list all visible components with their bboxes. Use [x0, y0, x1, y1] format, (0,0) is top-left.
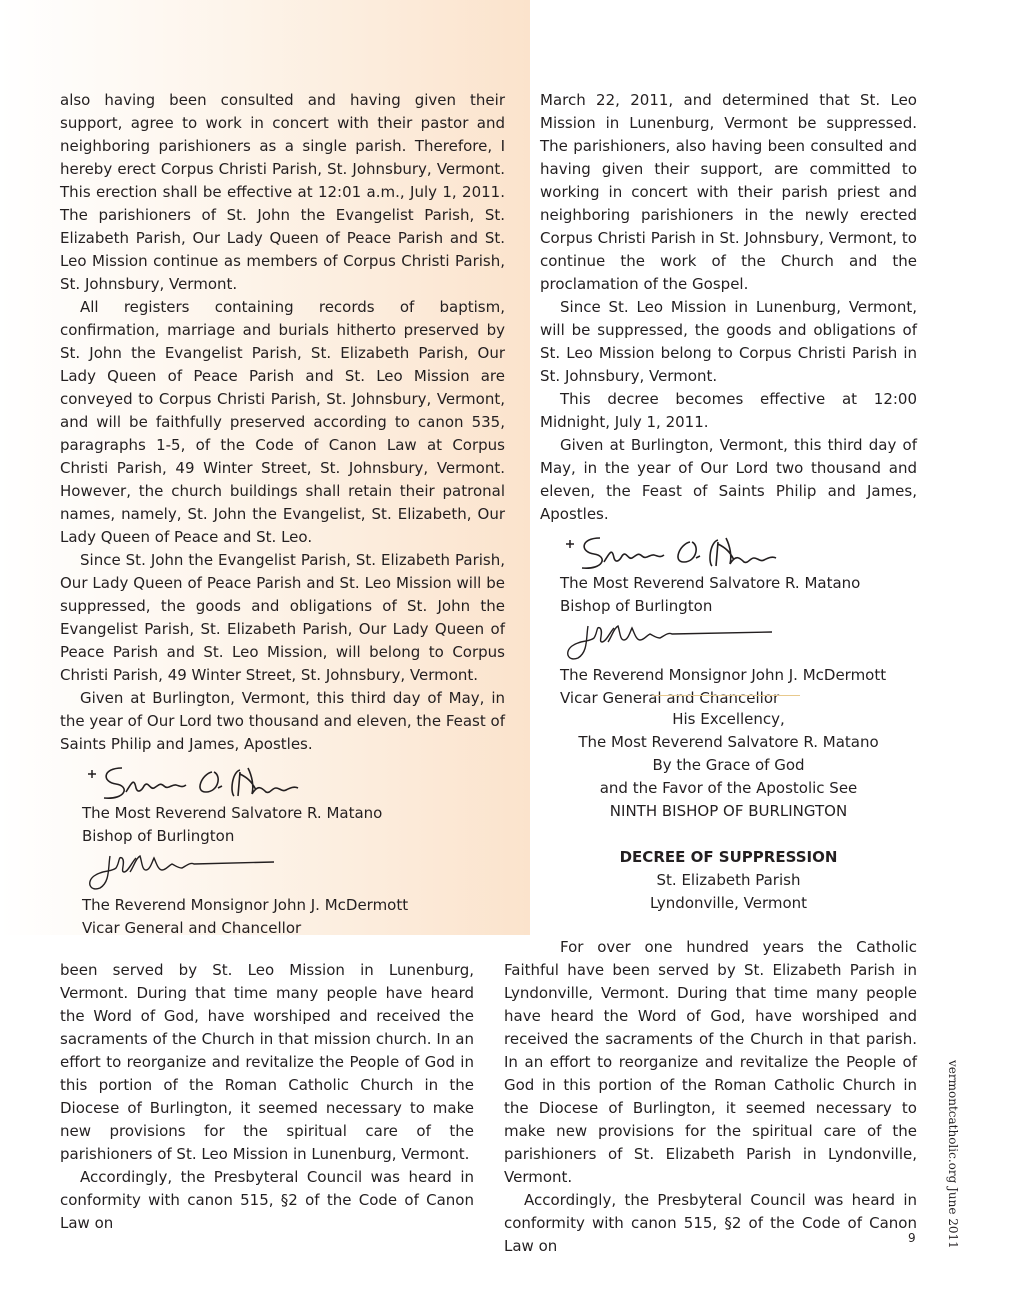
header-line: and the Favor of the Apostolic See	[599, 779, 858, 797]
paragraph: been served by St. Leo Mission in Lunenburg, Vermont. During that time many people have heard the Word of God, have worshiped and received the sacraments of the Church in that mission church. In an effort to reorganize and revitalize the People of God in this portion of the Roman Catholic Church in the Diocese of Burlington, it seemed necessary to make new provisions for the spiritual care of the parishioners of St. Leo Mission in Lunenburg, Vermont.	[60, 961, 474, 1163]
bishop-signature	[82, 762, 342, 802]
header-line: By the Grace of God	[652, 756, 805, 774]
paragraph: All registers containing records of baptism, confirmation, marriage and burials hitherto preserved by St. John the Evangelist Parish, St. Elizabeth Parish, Our Lady Queen of Peace Parish and St. Leo Mission are conveyed to Corpus Christi Parish, St. Johnsbury, Vermont, and will be faithfully preserved according to canon 535, paragraphs 1-5, of the Code of Canon Law at Corpus Christi Parish, 49 Winter Street, St. Johnsbury, Vermont. However, the church buildings shall retain their patronal names, namely, St. John the Evangelist, St. Elizabeth, Our Lady Queen of Peace and St. Leo.	[60, 298, 505, 546]
header-line: His Excellency,	[672, 710, 785, 728]
sidebar-url-date: vermontcatholic.org June 2011	[946, 1060, 960, 1249]
decree-header	[540, 708, 917, 915]
divider-rule	[652, 695, 800, 696]
decree-title: DECREE OF SUPPRESSION	[619, 848, 838, 866]
vicar-title: Vicar General and Chancellor	[560, 689, 780, 707]
bishop-name: The Most Reverend Salvatore R. Matano	[82, 804, 383, 822]
column-b	[540, 89, 917, 710]
bishop-name: The Most Reverend Salvatore R. Matano	[560, 574, 861, 592]
paragraph: March 22, 2011, and determined that St. Leo Mission in Lunenburg, Vermont be suppressed. The parishioners, also having been consulted and having given their support, are committed to working in concert with their parish priest and neighboring parishioners in the newly erected Corpus Christi Parish in St. Johnsbury, Vermont, to continue the work of the Church and the proclamation of the Gospel.	[540, 91, 917, 293]
vicar-name: The Reverend Monsignor John J. McDermott	[82, 896, 409, 914]
bishop-signature	[560, 532, 820, 572]
header-line: NINTH BISHOP OF BURLINGTON	[609, 802, 848, 820]
paragraph: Since St. Leo Mission in Lunenburg, Vermont, will be suppressed, the goods and obligations of St. Leo Mission belong to Corpus Christi Parish in St. Johnsbury, Vermont.	[540, 298, 917, 385]
header-line: The Most Reverend Salvatore R. Matano	[578, 733, 879, 751]
bishop-title: Bishop of Burlington	[82, 827, 235, 845]
signature-block-bishop	[540, 532, 917, 710]
paragraph: also having been consulted and having given their support, agree to work in concert with their pastor and neighboring parishioners as a single parish. Therefore, I hereby erect Corpus Christi Parish, St. Johnsbury, Vermont. This erection shall be effective at 12:01 a.m., July 1, 2011. The parishioners of St. John the Evangelist Parish, St. Elizabeth Parish, Our Lady Queen of Peace Parish and St. Leo Mission continue as members of Corpus Christi Parish, St. Johnsbury, Vermont.	[60, 91, 505, 293]
column-d	[504, 936, 917, 1258]
paragraph: Given at Burlington, Vermont, this third day of May, in the year of Our Lord two thousand and eleven, the Feast of Saints Philip and James, Apostles.	[540, 436, 917, 523]
column-a	[60, 89, 505, 940]
vicar-title: Vicar General and Chancellor	[82, 919, 302, 937]
paragraph: Since St. John the Evangelist Parish, St. Elizabeth Parish, Our Lady Queen of Peace Parish and St. Leo Mission will be suppressed, the goods and obligations of St. John the Evangelist Parish, St. Elizabeth Parish, Our Lady Queen of Peace Parish and St. Leo Mission, will belong to Corpus Christi Parish, 49 Winter Street, St. Johnsbury, Vermont.	[60, 551, 505, 684]
signature-block-bishop	[60, 762, 505, 940]
paragraph: Accordingly, the Presbyteral Council was heard in conformity with canon 515, §2 of the Code of Canon Law on	[60, 1168, 474, 1232]
paragraph: For over one hundred years the Catholic Faithful have been served by St. Elizabeth Parish in Lyndonville, Vermont. During that time many people have heard the Word of God, have worshiped and received the sacraments of the Church in that parish. In an effort to reorganize and revitalize the People of God in this portion of the Roman Catholic Church in the Diocese of Burlington, it seemed necessary to make new provisions for the spiritual care of the parishioners of St. Elizabeth Parish in Lyndonville, Vermont.	[504, 938, 917, 1186]
paragraph: This decree becomes effective at 12:00 Midnight, July 1, 2011.	[540, 390, 917, 431]
decree-location: Lyndonville, Vermont	[649, 894, 808, 912]
vicar-signature	[560, 618, 820, 664]
page-number: 9	[908, 1231, 916, 1245]
vicar-name: The Reverend Monsignor John J. McDermott	[560, 666, 887, 684]
bishop-title: Bishop of Burlington	[560, 597, 713, 615]
column-c	[60, 959, 474, 1235]
decree-parish: St. Elizabeth Parish	[656, 871, 801, 889]
paragraph: Given at Burlington, Vermont, this third day of May, in the year of Our Lord two thousand and eleven, the Feast of Saints Philip and James, Apostles.	[60, 689, 505, 753]
vicar-signature	[82, 848, 302, 894]
paragraph: Accordingly, the Presbyteral Council was heard in conformity with canon 515, §2 of the Code of Canon Law on	[504, 1191, 917, 1255]
